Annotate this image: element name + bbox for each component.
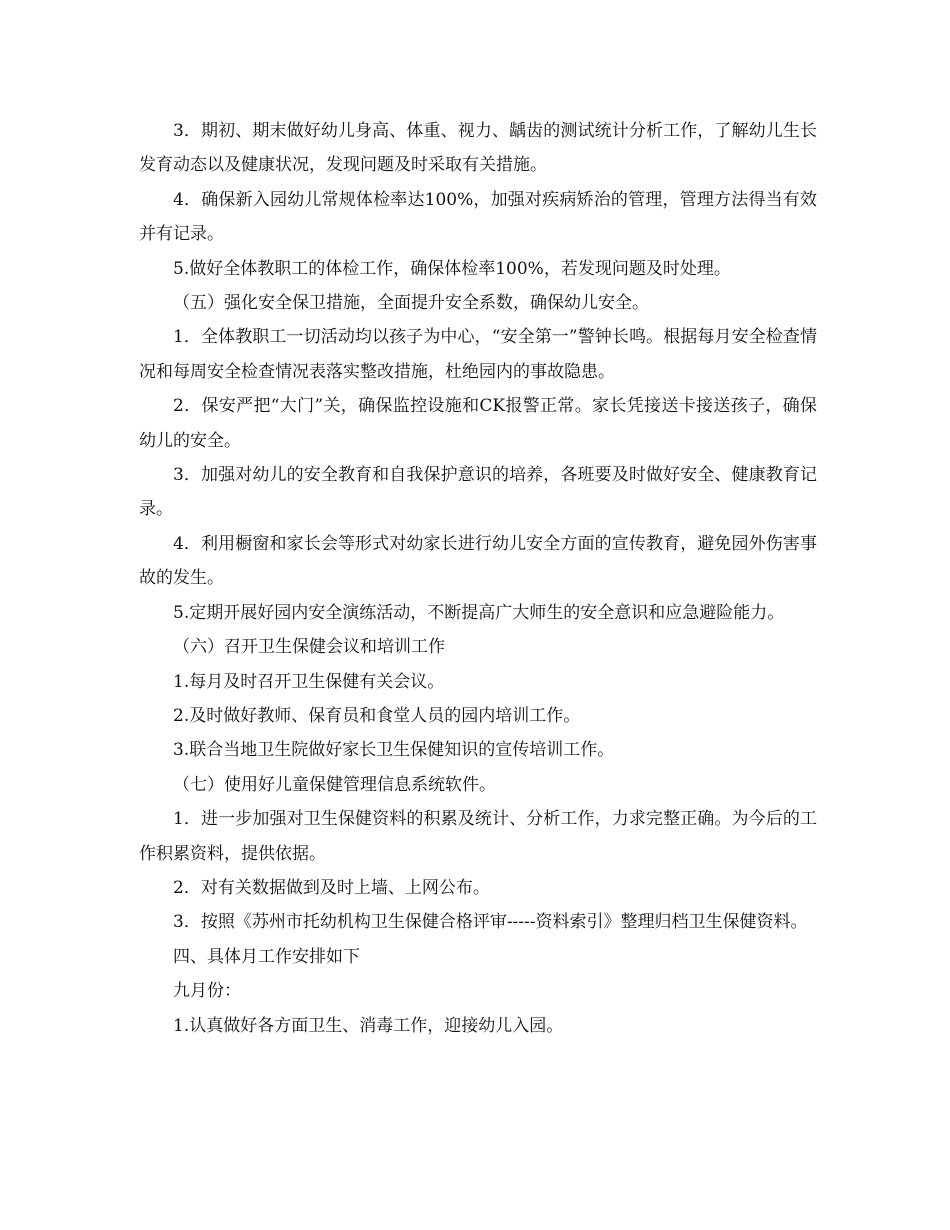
paragraph-parent-training: 3.联合当地卫生院做好家长卫生保健知识的宣传培训工作。: [173, 740, 615, 761]
paragraph-parent-safety-publicity: 4．利用橱窗和家长会等形式对幼家长进行幼儿安全方面的宣传教育，避免园外伤害事故的发生。: [139, 533, 817, 589]
paragraph-september-hygiene: 1.认真做好各方面卫生、消毒工作，迎接幼儿入园。: [173, 1015, 564, 1036]
paragraph-safety-education: 3．加强对幼儿的安全教育和自我保护意识的培养，各班要及时做好安全、健康教育记录。: [139, 465, 817, 520]
section-heading-monthly-plan: 四、具体月工作安排如下: [173, 946, 360, 967]
section-heading-software: （七）使用好儿童保健管理信息系统软件。: [173, 774, 496, 795]
document-body: [139, 114, 817, 1043]
paragraph-gate-security: 2．保安严把“大门”关，确保监控设施和CK报警正常。家长凭接送卡接送孩子，确保幼儿的安全。: [139, 396, 817, 451]
paragraph-safety-drills: 5.定期开展好园内安全演练活动，不断提高广大师生的安全意识和应急避险能力。: [173, 602, 785, 623]
paragraph-data-accumulation: 1．进一步加强对卫生保健资料的积累及统计、分析工作，力求完整正确。为今后的工作积累资料，提供依据。: [139, 809, 817, 864]
section-heading-safety: （五）强化安全保卫措施，全面提升安全系数，确保幼儿安全。: [173, 293, 649, 314]
paragraph-monthly-meeting: 1.每月及时召开卫生保健有关会议。: [173, 671, 445, 692]
paragraph-staff-training: 2.及时做好教师、保育员和食堂人员的园内培训工作。: [173, 705, 581, 726]
section-heading-meetings-training: （六）召开卫生保健会议和培训工作: [173, 637, 445, 658]
paragraph-new-entrant-checkup: 4．确保新入园幼儿常规体检率达100%，加强对疾病矫治的管理，管理方法得当有效并有记录。: [139, 189, 817, 245]
month-label-september: 九月份：: [173, 981, 241, 1002]
paragraph-archive-materials: 3．按照《苏州市托幼机构卫生保健合格评审-----资料索引》整理归档卫生保健资料。: [173, 912, 808, 933]
paragraph-staff-checkup: 5.做好全体教职工的体检工作，确保体检率100%，若发现问题及时处理。: [173, 258, 731, 279]
paragraph-health-check-stats: 3．期初、期末做好幼儿身高、体重、视力、龋齿的测试统计分析工作，了解幼儿生长发育动态以及健康状况，发现问题及时采取有关措施。: [139, 121, 817, 176]
paragraph-data-publishing: 2．对有关数据做到及时上墙、上网公布。: [173, 877, 490, 898]
paragraph-safety-first: 1．全体教职工一切活动均以孩子为中心，“安全第一”警钟长鸣。根据每月安全检查情况和每周安全检查情况表落实整改措施，杜绝园内的事故隐患。: [139, 327, 817, 382]
